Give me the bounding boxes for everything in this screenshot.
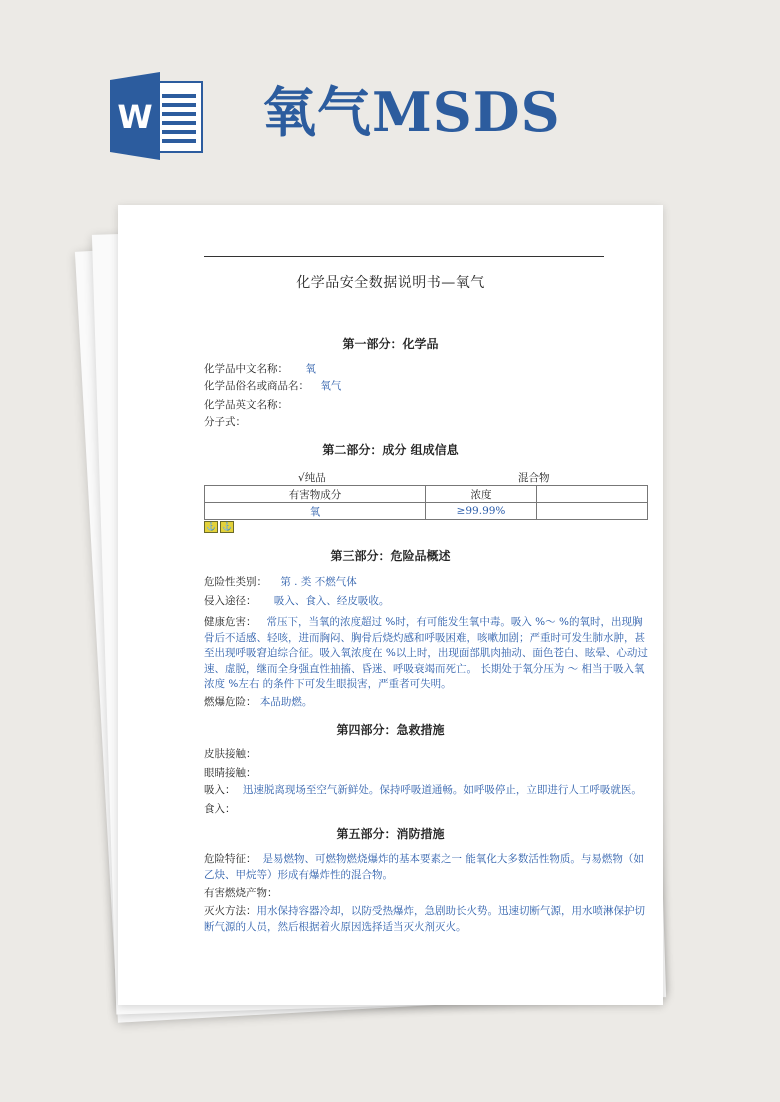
cn-name-row [204, 362, 316, 376]
banner-title: 氧气MSDS [262, 80, 561, 144]
fire-value: 本品助燃。 [259, 696, 313, 708]
danger-value: 是易燃物、可燃物燃烧爆炸的基本要素之一 能氧化大多数活性物质。与易燃物（如乙炔、甲烷等）形成有爆炸性的混合物。 [204, 853, 644, 881]
route-value: 吸入、食入、经皮吸收。 [273, 595, 390, 607]
document-page [118, 205, 663, 1005]
header-component: 有害物成分 [205, 486, 426, 503]
inhale-value: 迅速脱离现场至空气新鲜处。保持呼吸道通畅。如呼吸停止，立即进行人工呼吸就医。 [242, 784, 642, 796]
inhale-row [204, 783, 642, 797]
health-label: 健康危害： [204, 616, 257, 628]
combustion-label: 有害燃烧产物： [204, 887, 278, 899]
anchor-icon: ⚓ [220, 521, 234, 533]
section2-heading: 第二部分：成分 组成信息 [322, 443, 459, 457]
health-value: 常压下，当氧的浓度超过 %时，有可能发生氧中毒。吸入 %～ %的氧时，出现胸骨后不适感、轻咳，进而胸闷、胸骨后烧灼感和呼吸困难，咳嗽加剧；严重时可发生肺水肿，甚至出现呼吸窘迫综合征。吸入氧浓度在 %以上时，出现面部肌肉抽动、面色苍白、眩晕、心动过速、虚脱，继而全身强直性抽搐、昏迷、呼吸衰竭而死亡。 长期处于氧分压为 ～ 相当于吸入氧浓度 %左右 的条件下可发生眼损害，严重者可失明。 [204, 616, 648, 690]
hazard-class-label: 危险性类别： [204, 576, 267, 588]
route-row [204, 594, 389, 608]
common-name-label: 化学品俗名或商品名： [204, 380, 309, 392]
table-header-row [205, 486, 648, 503]
composition-table [204, 485, 648, 520]
table-row [205, 503, 648, 520]
danger-label: 危险特征： [204, 853, 257, 865]
fire-row [204, 695, 312, 709]
extinguish-value: 用水保持容器冷却，以防受热爆炸，急剧助长火势。迅速切断气源，用水喷淋保护切断气源的人员，然后根据着火原因选择适当灭火剂灭火。 [204, 905, 645, 933]
formula-label: 分子式： [204, 416, 246, 428]
section5-heading: 第五部分：消防措施 [336, 827, 445, 841]
skin-label: 皮肤接触： [204, 748, 257, 760]
anchor-marks [204, 521, 234, 533]
header-concentration: 浓度 [426, 486, 537, 503]
svg-text:W: W [117, 98, 153, 136]
word-document-icon [110, 72, 210, 160]
pure-label: √纯品 [298, 472, 326, 484]
danger-paragraph [204, 852, 650, 883]
section3-heading: 第三部分：危险品概述 [330, 549, 451, 563]
common-name-value: 氧气 [320, 380, 342, 392]
extinguish-paragraph [204, 904, 650, 935]
anchor-icon: ⚓ [204, 521, 218, 533]
section4-heading: 第四部分：急救措施 [336, 723, 445, 737]
fire-label: 燃爆危险： [204, 696, 257, 708]
common-name-row [204, 379, 341, 393]
cell-empty [537, 503, 648, 520]
en-name-label: 化学品英文名称： [204, 399, 288, 411]
section1-heading: 第一部分：化学品 [342, 337, 439, 351]
hazard-class-value: 第 . 类 不燃气体 [280, 576, 357, 588]
cell-component: 氧 [205, 503, 426, 520]
extinguish-label: 灭火方法： [204, 905, 257, 917]
mixture-label: 混合物 [518, 472, 550, 484]
cell-concentration: ≥99.99% [426, 503, 537, 520]
route-label: 侵入途径： [204, 595, 257, 607]
inhale-label: 吸入： [204, 784, 236, 796]
ingest-label: 食入： [204, 803, 236, 815]
eye-label: 眼睛接触： [204, 767, 257, 779]
document-title: 化学品安全数据说明书—氧气 [296, 275, 485, 291]
health-paragraph [204, 615, 650, 693]
cn-name-label: 化学品中文名称： [204, 363, 288, 375]
hazard-class-row [204, 575, 357, 589]
header-rule [204, 256, 604, 257]
cn-name-value: 氧 [305, 363, 316, 375]
header-empty [537, 486, 648, 503]
